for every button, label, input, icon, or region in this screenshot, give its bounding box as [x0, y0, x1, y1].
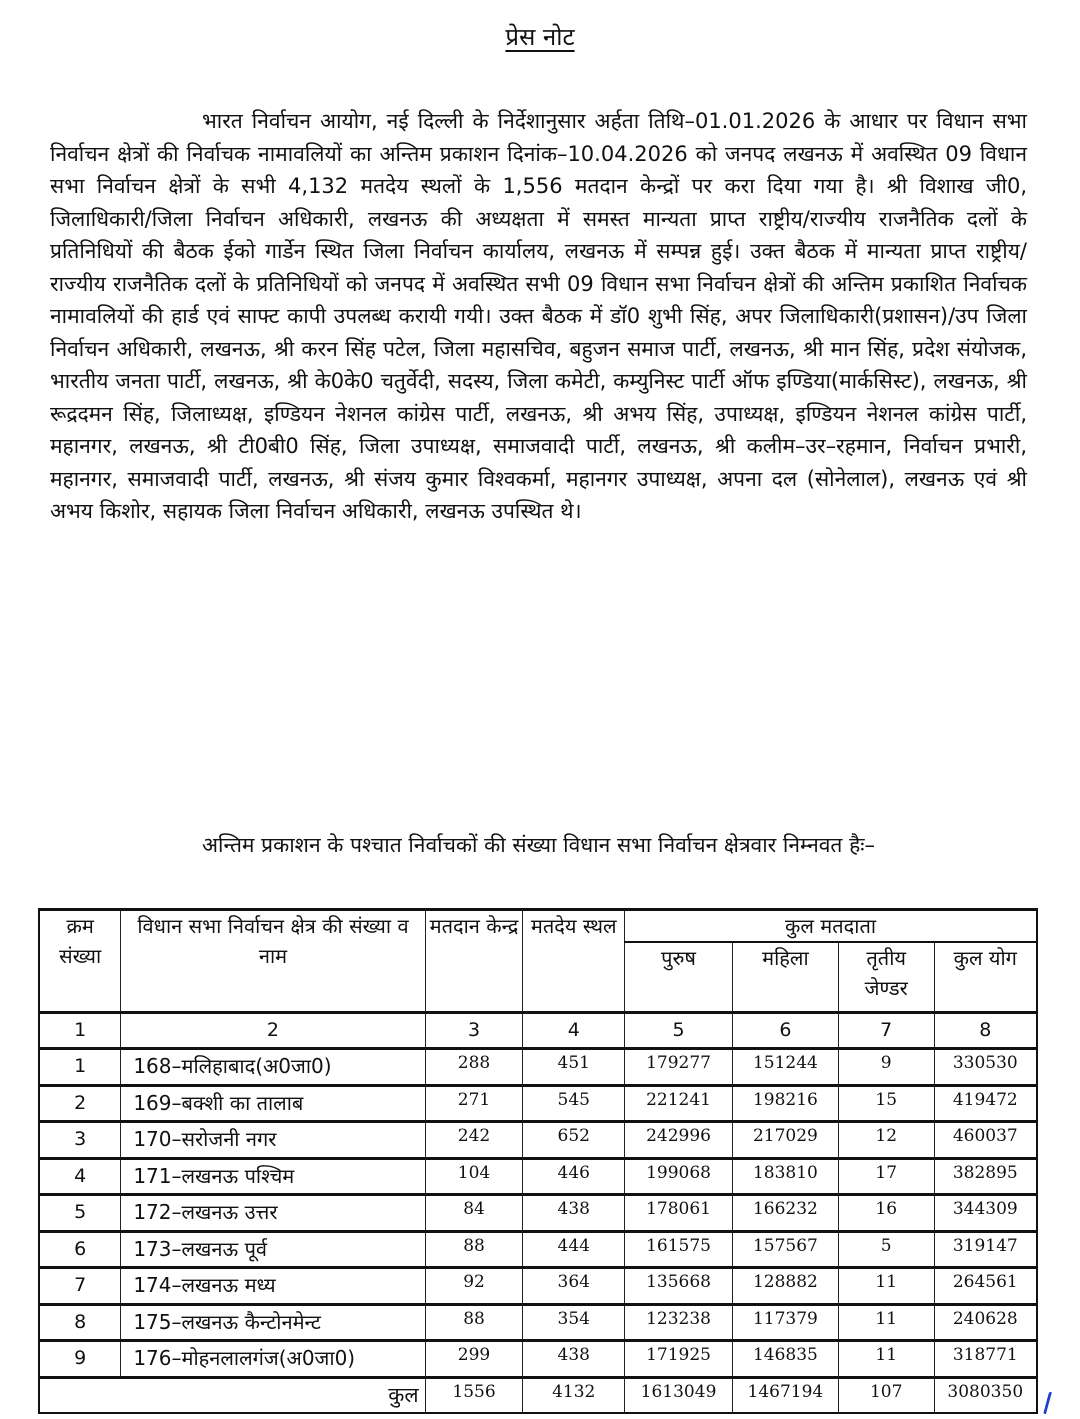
constituency-name: 168–मलिहाबाद(अ0जा0) [121, 1049, 425, 1086]
column-number: 7 [838, 1012, 934, 1049]
column-number: 4 [523, 1012, 625, 1049]
female-voters: 217029 [732, 1122, 838, 1159]
grand-total: 3080350 [934, 1377, 1037, 1413]
header-male: पुरुष [625, 942, 733, 1012]
total-third-gender: 107 [838, 1377, 934, 1413]
female-voters: 183810 [732, 1158, 838, 1195]
serial-number: 2 [39, 1085, 121, 1122]
constituency-name: 169–बक्शी का तालाब [121, 1085, 425, 1122]
header-total-voters-group: कुल मतदाता [625, 910, 1037, 943]
header-female: महिला [732, 942, 838, 1012]
polling-centres: 288 [425, 1049, 523, 1086]
polling-stations: 438 [523, 1195, 625, 1232]
total-voters: 264561 [934, 1268, 1037, 1305]
male-voters: 135668 [625, 1268, 733, 1305]
table-row [39, 1195, 1037, 1232]
total-polling-centres: 1556 [425, 1377, 523, 1413]
constituency-name: 173–लखनऊ पूर्व [121, 1231, 425, 1268]
polling-stations: 444 [523, 1231, 625, 1268]
header-total: कुल योग [934, 942, 1037, 1012]
male-voters: 179277 [625, 1049, 733, 1086]
column-number: 6 [732, 1012, 838, 1049]
female-voters: 146835 [732, 1341, 838, 1378]
polling-centres: 84 [425, 1195, 523, 1232]
polling-centres: 271 [425, 1085, 523, 1122]
third-gender-voters: 16 [838, 1195, 934, 1232]
table-row [39, 1341, 1037, 1378]
male-voters: 171925 [625, 1341, 733, 1378]
serial-number: 9 [39, 1341, 121, 1378]
polling-centres: 88 [425, 1304, 523, 1341]
table-row [39, 1158, 1037, 1195]
male-voters: 221241 [625, 1085, 733, 1122]
polling-stations: 451 [523, 1049, 625, 1086]
male-voters: 178061 [625, 1195, 733, 1232]
female-voters: 117379 [732, 1304, 838, 1341]
table-row [39, 1085, 1037, 1122]
polling-centres: 104 [425, 1158, 523, 1195]
female-voters: 198216 [732, 1085, 838, 1122]
serial-number: 8 [39, 1304, 121, 1341]
constituency-name: 175–लखनऊ कैन्टोनमेन्ट [121, 1304, 425, 1341]
male-voters: 199068 [625, 1158, 733, 1195]
total-voters: 382895 [934, 1158, 1037, 1195]
header-polling-centres: मतदान केन्द्र [425, 910, 523, 1013]
header-polling-stations: मतदेय स्थल [523, 910, 625, 1013]
total-voters: 460037 [934, 1122, 1037, 1159]
serial-number: 4 [39, 1158, 121, 1195]
constituency-name: 176–मोहनलालगंज(अ0जा0) [121, 1341, 425, 1378]
polling-centres: 92 [425, 1268, 523, 1305]
totals-label: कुल [39, 1377, 425, 1413]
total-male: 1613049 [625, 1377, 733, 1413]
table-intro-paragraph: अन्तिम प्रकाशन के पश्चात निर्वाचकों की संख्या विधान सभा निर्वाचन क्षेत्रवार निम्नवत हैः– [202, 833, 875, 857]
header-row-1 [39, 910, 1037, 943]
serial-number: 1 [39, 1049, 121, 1086]
total-voters: 319147 [934, 1231, 1037, 1268]
third-gender-voters: 9 [838, 1049, 934, 1086]
body-paragraph: भारत निर्वाचन आयोग, नई दिल्ली के निर्देशानुसार अर्हता तिथि–01.01.2026 के आधार पर विधान सभा निर्वाचन क्षेत्रों की निर्वाचक नामावलियों का अन्तिम प्रकाशन दिनांक–10.04.2026 को जनपद लखनऊ में अवस्थित 09 विधान सभा निर्वाचन क्षेत्रों के सभी 4,132 मतदेय स्थलों के 1,556 मतदान केन्द्रों पर करा दिया गया है। श्री विशाख जी0, जिलाधिकारी/जिला निर्वाचन अधिकारी, लखनऊ की अध्यक्षता में समस्त मान्यता प्राप्त राष्ट्रीय/राज्यीय राजनैतिक दलों के प्रतिनिधियों की बैठक ईको गार्डेन स्थित जिला निर्वाचन कार्यालय, लखनऊ में सम्पन्न हुई। उक्त बैठक में मान्यता प्राप्त राष्ट्रीय/राज्यीय राजनैतिक दलों के प्रतिनिधियों को जनपद में अवस्थित सभी 09 विधान सभा निर्वाचन क्षेत्रों की अन्तिम प्रकाशित निर्वाचक नामावलियों की हार्ड एवं साफ्ट कापी उपलब्ध करायी गयी। उक्त बैठक में डॉ0 शुभी सिंह, अपर जिलाधिकारी(प्रशासन)/उप जिला निर्वाचन अधिकारी, लखनऊ, श्री करन सिंह पटेल, जिला महासचिव, बहुजन समाज पार्टी, लखनऊ, श्री मान सिंह, प्रदेश संयोजक, भारतीय जनता पार्टी, लखनऊ, श्री के0के0 चतुर्वेदी, सदस्य, जिला कमेटी, कम्युनिस्ट पार्टी ऑफ इण्डिया(मार्कसिस्ट), लखनऊ, श्री रूद्रदमन सिंह, जिलाध्यक्ष, इण्डियन नेशनल कांग्रेस पार्टी, लखनऊ, श्री अभय सिंह, उपाध्यक्ष, इण्डियन नेशनल कांग्रेस पार्टी, महानगर, लखनऊ, श्री टी0बी0 सिंह, जिला उपाध्यक्ष, समाजवादी पार्टी, लखनऊ, श्री कलीम–उर–रहमान, निर्वाचन प्रभारी, महानगर, समाजवादी पार्टी, लखनऊ, श्री संजय कुमार विश्वकर्मा, महानगर उपाध्यक्ष, अपना दल (सोनेलाल), लखनऊ एवं श्री अभय किशोर, सहायक जिला निर्वाचन अधिकारी, लखनऊ उपस्थित थे। [50, 109, 1027, 523]
table-row [39, 1049, 1037, 1086]
constituency-name: 171–लखनऊ पश्चिम [121, 1158, 425, 1195]
polling-stations: 438 [523, 1341, 625, 1378]
polling-centres: 299 [425, 1341, 523, 1378]
male-voters: 161575 [625, 1231, 733, 1268]
male-voters: 242996 [625, 1122, 733, 1159]
female-voters: 157567 [732, 1231, 838, 1268]
third-gender-voters: 5 [838, 1231, 934, 1268]
constituency-name: 172–लखनऊ उत्तर [121, 1195, 425, 1232]
serial-number: 5 [39, 1195, 121, 1232]
table-row [39, 1231, 1037, 1268]
constituency-name: 170–सरोजनी नगर [121, 1122, 425, 1159]
total-voters: 240628 [934, 1304, 1037, 1341]
third-gender-voters: 11 [838, 1268, 934, 1305]
male-voters: 123238 [625, 1304, 733, 1341]
table-row [39, 1122, 1037, 1159]
column-number-row [39, 1012, 1037, 1049]
total-voters: 330530 [934, 1049, 1037, 1086]
third-gender-voters: 15 [838, 1085, 934, 1122]
table-row [39, 1268, 1037, 1305]
serial-number: 7 [39, 1268, 121, 1305]
polling-stations: 364 [523, 1268, 625, 1305]
serial-number: 3 [39, 1122, 121, 1159]
constituency-name: 174–लखनऊ मध्य [121, 1268, 425, 1305]
serial-number: 6 [39, 1231, 121, 1268]
column-number: 1 [39, 1012, 121, 1049]
table-row [39, 1304, 1037, 1341]
female-voters: 166232 [732, 1195, 838, 1232]
total-voters: 318771 [934, 1341, 1037, 1378]
press-note-title: प्रेस नोट [505, 23, 575, 51]
third-gender-voters: 11 [838, 1341, 934, 1378]
total-voters: 344309 [934, 1195, 1037, 1232]
female-voters: 128882 [732, 1268, 838, 1305]
header-constituency: विधान सभा निर्वाचन क्षेत्र की संख्या व नाम [121, 910, 425, 1013]
electors-table [38, 908, 1038, 1414]
polling-stations: 545 [523, 1085, 625, 1122]
polling-stations: 446 [523, 1158, 625, 1195]
column-number: 5 [625, 1012, 733, 1049]
header-serial: क्रम संख्या [39, 910, 121, 1013]
column-number: 8 [934, 1012, 1037, 1049]
female-voters: 151244 [732, 1049, 838, 1086]
third-gender-voters: 11 [838, 1304, 934, 1341]
pen-mark-icon [1043, 1392, 1058, 1414]
polling-centres: 88 [425, 1231, 523, 1268]
polling-stations: 354 [523, 1304, 625, 1341]
header-third-gender: तृतीय जेण्डर [838, 942, 934, 1012]
polling-centres: 242 [425, 1122, 523, 1159]
total-voters: 419472 [934, 1085, 1037, 1122]
total-female: 1467194 [732, 1377, 838, 1413]
totals-row [39, 1377, 1037, 1413]
polling-stations: 652 [523, 1122, 625, 1159]
third-gender-voters: 12 [838, 1122, 934, 1159]
third-gender-voters: 17 [838, 1158, 934, 1195]
column-number: 3 [425, 1012, 523, 1049]
total-polling-stations: 4132 [523, 1377, 625, 1413]
column-number: 2 [121, 1012, 425, 1049]
